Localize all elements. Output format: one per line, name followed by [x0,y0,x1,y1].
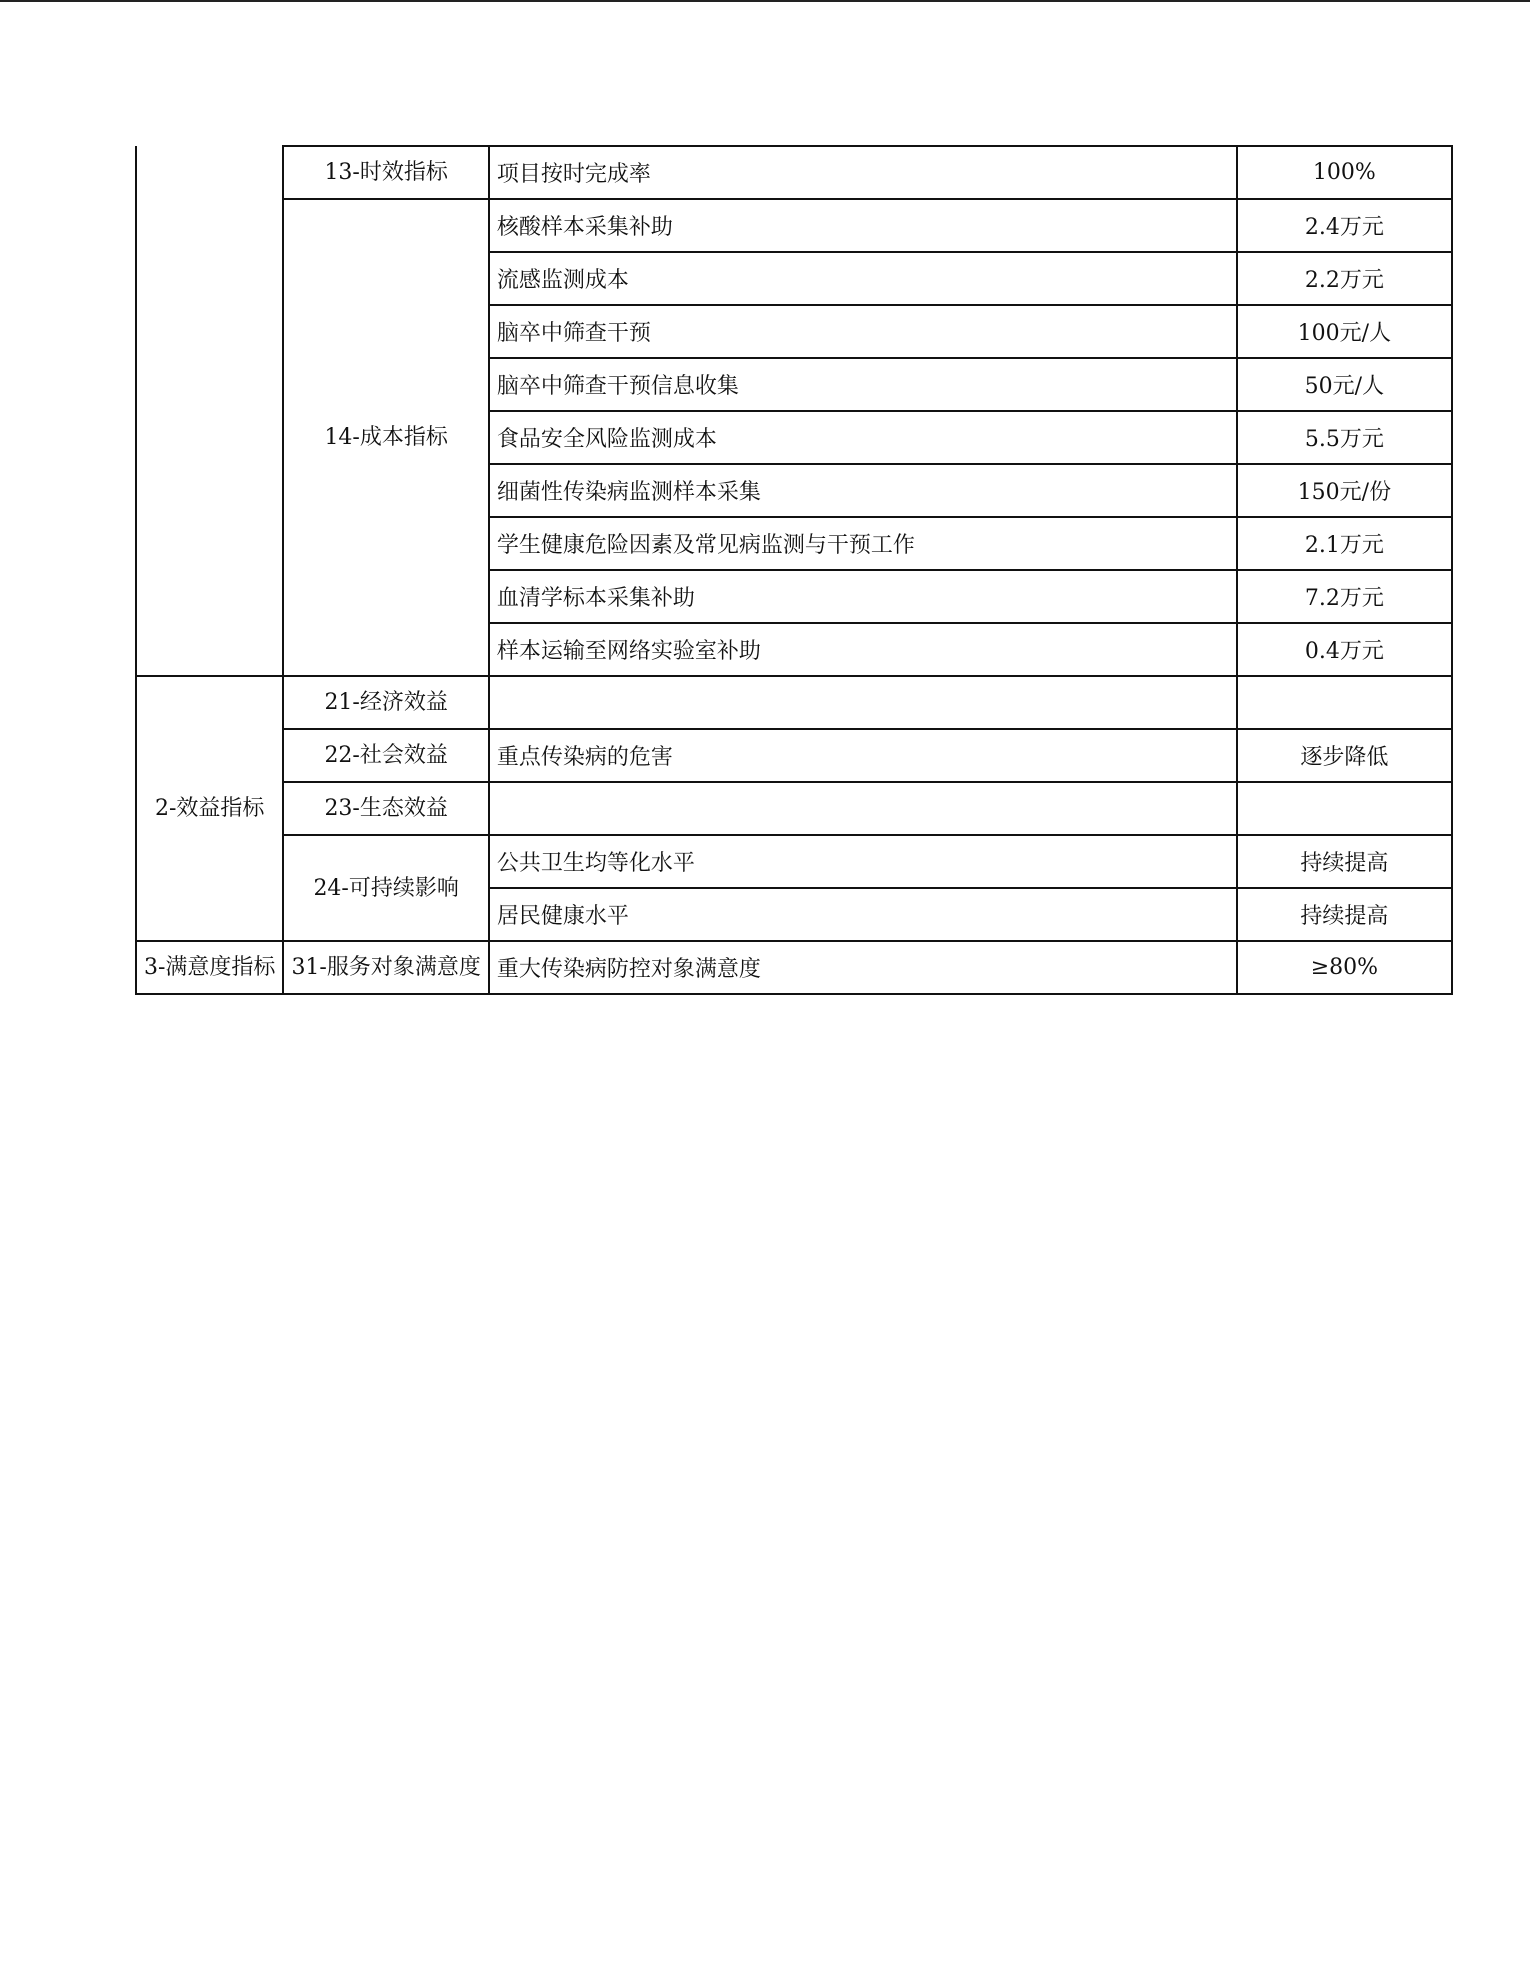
indicator-item: 学生健康危险因素及常见病监测与干预工作 [489,517,1237,570]
indicator-value: 150元/份 [1237,464,1452,517]
indicator-value: 持续提高 [1237,835,1452,888]
indicator-value: 2.4万元 [1237,199,1452,252]
level2-indicator: 21-经济效益 [283,676,488,729]
indicator-value [1237,782,1452,835]
indicator-value: 逐步降低 [1237,729,1452,782]
level2-indicator: 31-服务对象满意度 [283,941,488,994]
indicator-value: 0.4万元 [1237,623,1452,676]
level2-indicator: 13-时效指标 [283,146,488,199]
table-row [136,835,1452,888]
indicator-value: 持续提高 [1237,888,1452,941]
indicator-item: 居民健康水平 [489,888,1237,941]
indicator-value: 50元/人 [1237,358,1452,411]
indicator-item: 脑卒中筛查干预 [489,305,1237,358]
level1-indicator-continued [136,146,283,676]
indicator-value [1237,676,1452,729]
indicator-item [489,782,1237,835]
top-border-line [0,0,1530,2]
indicator-item: 脑卒中筛查干预信息收集 [489,358,1237,411]
indicator-value: 100元/人 [1237,305,1452,358]
table-row [136,146,1452,199]
level1-indicator: 2-效益指标 [136,676,283,941]
indicator-item: 核酸样本采集补助 [489,199,1237,252]
indicator-item: 血清学标本采集补助 [489,570,1237,623]
performance-indicator-table [135,145,1453,995]
indicator-item: 重大传染病防控对象满意度 [489,941,1237,994]
level2-indicator: 24-可持续影响 [283,835,488,941]
indicator-value: 100% [1237,146,1452,199]
indicator-value: 2.1万元 [1237,517,1452,570]
level2-indicator: 14-成本指标 [283,199,488,676]
indicator-item [489,676,1237,729]
indicator-item: 项目按时完成率 [489,146,1237,199]
indicator-value: 2.2万元 [1237,252,1452,305]
table-row [136,782,1452,835]
indicator-item: 公共卫生均等化水平 [489,835,1237,888]
table-row [136,676,1452,729]
table-row [136,199,1452,252]
table-row [136,941,1452,994]
indicator-item: 流感监测成本 [489,252,1237,305]
indicator-value: 5.5万元 [1237,411,1452,464]
table-row [136,729,1452,782]
indicator-item: 样本运输至网络实验室补助 [489,623,1237,676]
indicator-item: 重点传染病的危害 [489,729,1237,782]
level2-indicator: 23-生态效益 [283,782,488,835]
indicator-item: 食品安全风险监测成本 [489,411,1237,464]
level2-indicator: 22-社会效益 [283,729,488,782]
indicator-item: 细菌性传染病监测样本采集 [489,464,1237,517]
level1-indicator: 3-满意度指标 [136,941,283,994]
indicator-value: ≥80% [1237,941,1452,994]
indicator-value: 7.2万元 [1237,570,1452,623]
